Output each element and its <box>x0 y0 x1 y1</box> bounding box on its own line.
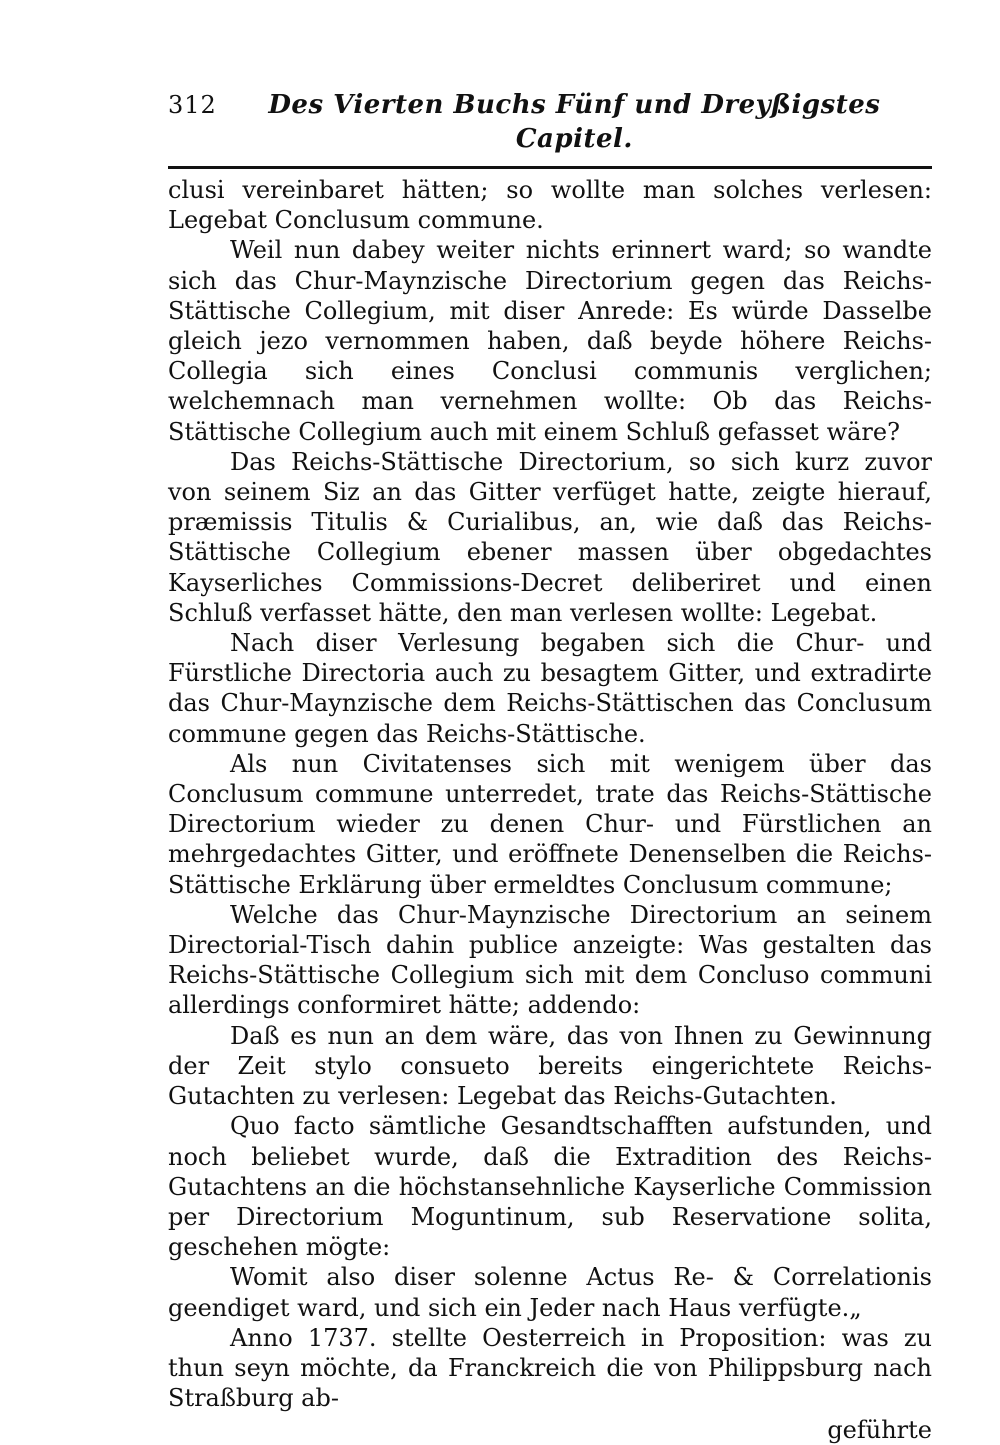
paragraph: Als nun Civitatenses sich mit wenigem über das Conclusum commune unterredet, trate das Reichs-Stättische Directorium wieder zu denen Chur- und Fürstlichen an mehrgedachtes Gitter, und eröffnete Denenselben die Reichs-Stättische Erklärung über ermeldtes Conclusum commune; <box>168 749 932 899</box>
paragraph-continued: clusi vereinbaret hätten; so wollte man solches verlesen: Legebat Conclusum commune. <box>168 176 932 235</box>
paragraph: Weil nun dabey weiter nichts erinnert ward; so wandte sich das Chur-Maynzische Directorium gegen das Reichs-Stättische Collegium, mit diser Anrede: Es würde Dasselbe gleich jezo vernommen haben, daß beyde höhere Reichs-Collegia sich eines Conclusi communis verglichen; welchemnach man vernehmen wollte: Ob das Reichs-Stättische Collegium auch mit einem Schluß gefasset wäre? <box>168 236 932 446</box>
catchword: geführte <box>827 1416 932 1445</box>
page-number: 312 <box>168 91 217 119</box>
paragraph: Anno 1737. stellte Oesterreich in Proposition: was zu thun seyn möchte, da Franckreich die von Philippsburg nach Straßburg ab- <box>168 1323 932 1413</box>
page-header <box>168 88 932 162</box>
paragraph: Welche das Chur-Maynzische Directorium an seinem Directorial-Tisch dahin publice anzeigte: Was gestalten das Reichs-Stättische Collegium sich mit dem Concluso communi allerdings conformiret hätte; addendo: <box>168 900 932 1020</box>
header-rule <box>168 166 932 169</box>
paragraph: Womit also diser solenne Actus Re- & Correlationis geendiget ward, und sich ein Jeder nach Haus verfügte.„ <box>168 1263 932 1322</box>
body-text <box>168 175 932 1413</box>
paragraph: Das Reichs-Stättische Directorium, so sich kurz zuvor von seinem Siz an das Gitter verfüget hatte, zeigte hierauf, præmissis Titulis & Curialibus, an, wie daß das Reichs-Stättische Collegium ebener massen über obgedachtes Kayserliches Commissions-Decret deliberiret und einen Schluß verfasset hätte, den man verlesen wollte: Legebat. <box>168 447 932 627</box>
running-title: Des Vierten Buchs Fünf und Dreyßigstes Capitel. <box>268 90 881 154</box>
paragraph: Nach diser Verlesung begaben sich die Chur- und Fürstliche Directoria auch zu besagtem Gitter, und extradirte das Chur-Maynzische dem Reichs-Stättischen das Conclusum commune gegen das Reichs-Stättische. <box>168 629 932 748</box>
paragraph: Daß es nun an dem wäre, das von Ihnen zu Gewinnung der Zeit stylo consueto bereits eingerichtete Reichs-Gutachten zu verlesen: Legebat das Reichs-Gutachten. <box>168 1021 932 1111</box>
paragraph: Quo facto sämtliche Gesandtschafften aufstunden, und noch beliebet wurde, daß die Extradition des Reichs-Gutachtens an die höchstansehnliche Kayserliche Commission per Directorium Moguntinum, sub Reservatione solita, geschehen mögte: <box>168 1112 932 1262</box>
